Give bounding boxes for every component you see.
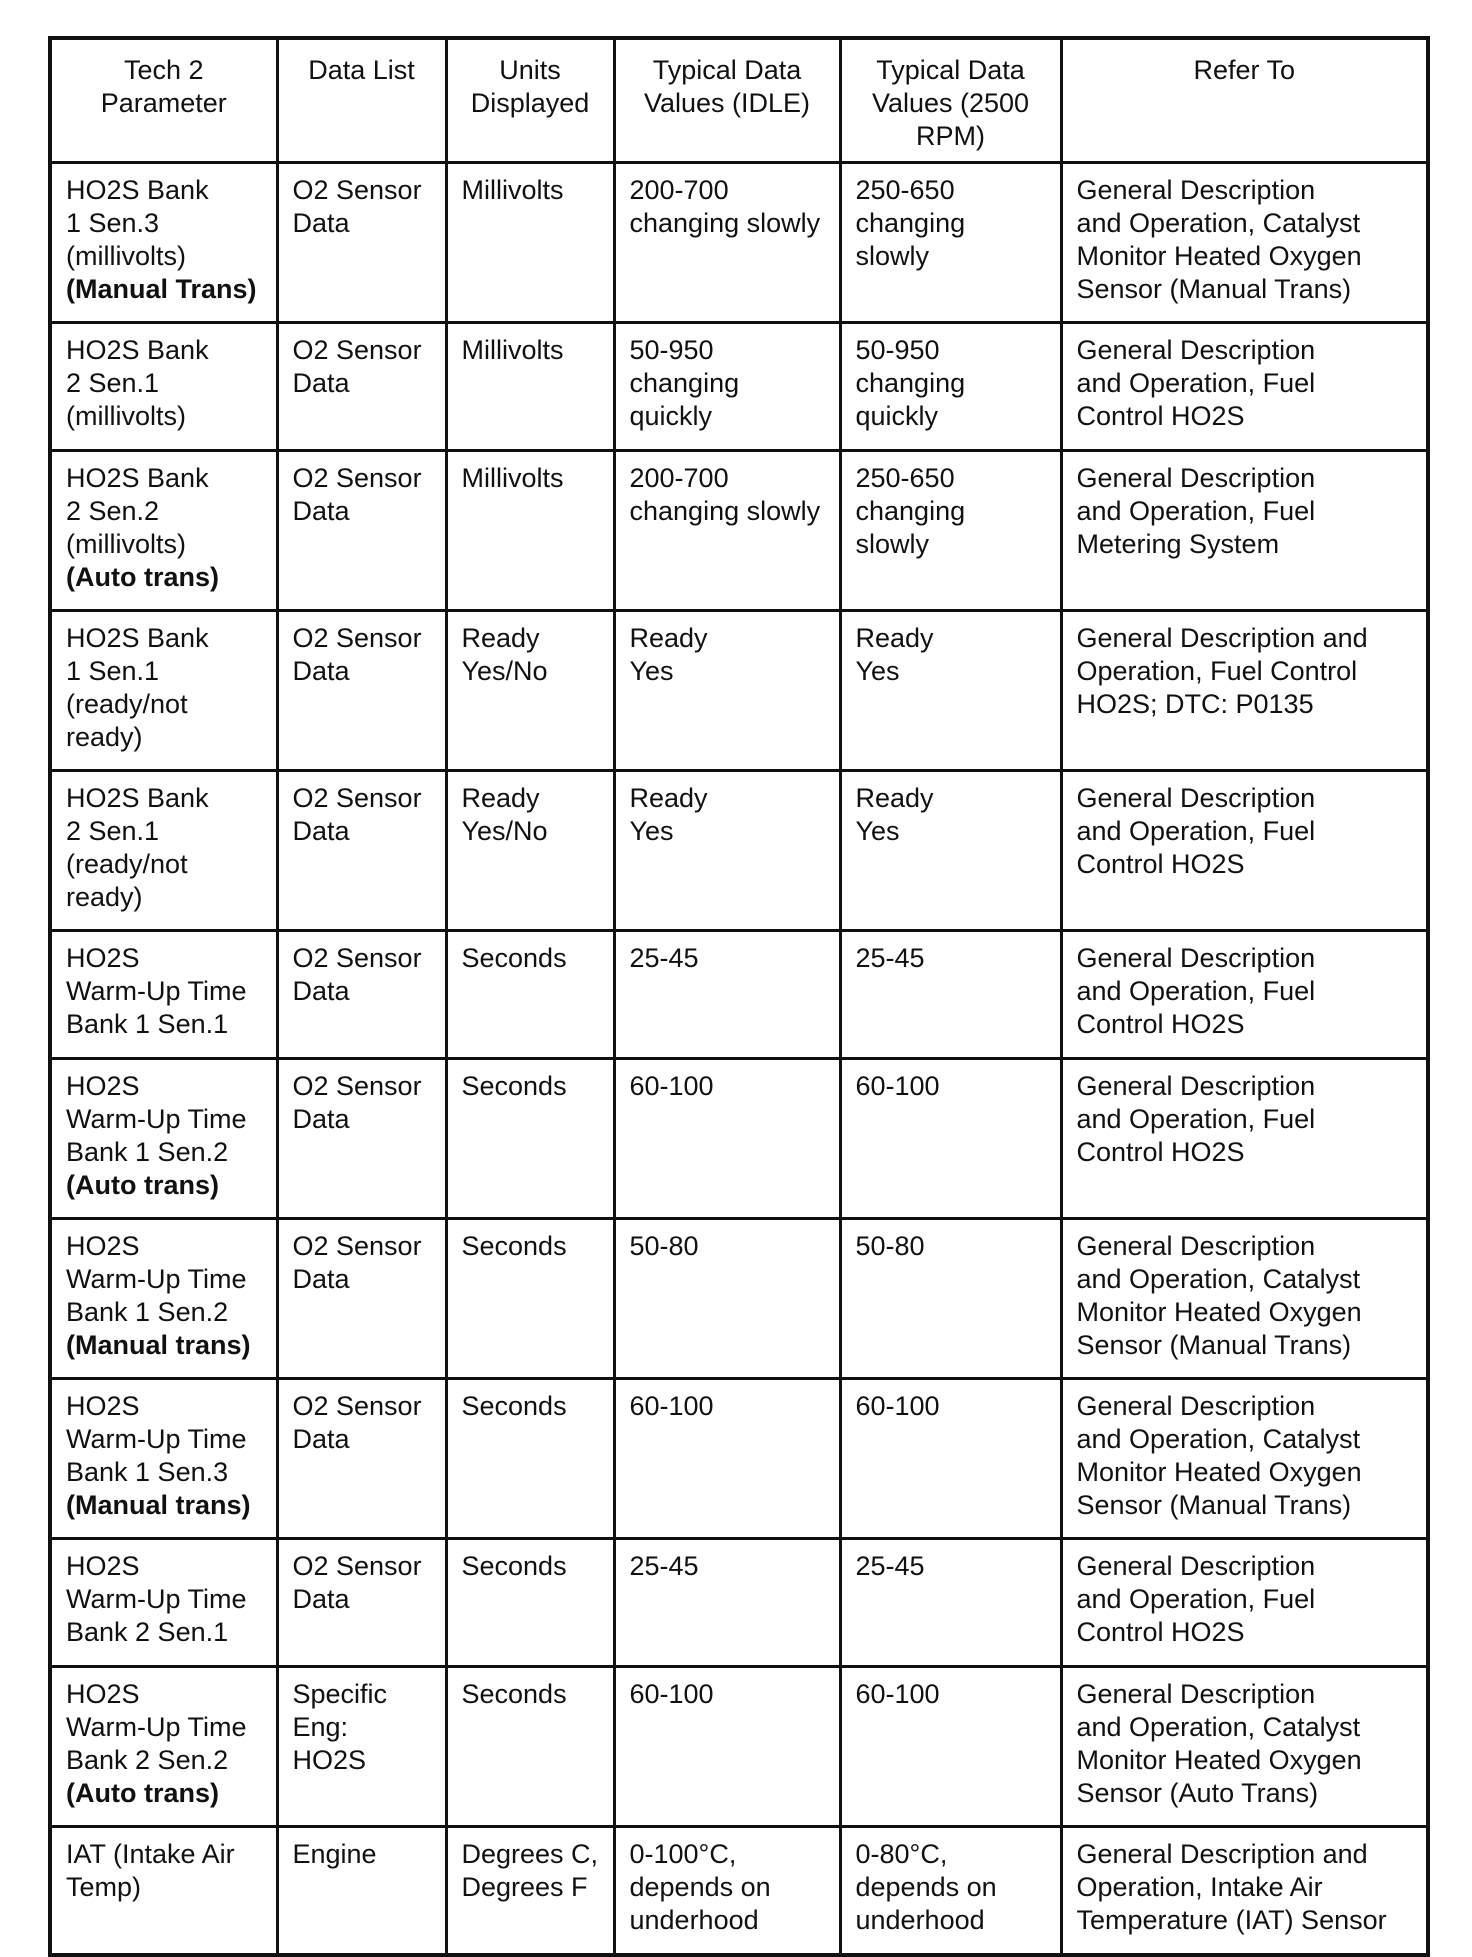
table-body [50, 163, 1428, 1955]
transmission-note: (Auto trans) [66, 562, 219, 592]
parameter-text: IAT (Intake Air Temp) [66, 1839, 235, 1902]
cell-refer-to: General Description and Operation, Fuel Control HO2S [1061, 1539, 1428, 1667]
cell-refer-to: General Description and Operation, Catalyst Monitor Heated Oxygen Sensor (Auto Trans) [1061, 1667, 1428, 1827]
table-row [50, 771, 1428, 931]
cell-refer-to: General Description and Operation, Fuel Control HO2S [1061, 323, 1428, 451]
cell-refer-to: General Description and Operation, Fuel Control HO2S [1061, 1059, 1428, 1219]
cell-typical-2500rpm: 60-100 [840, 1059, 1061, 1219]
transmission-note: (Manual trans) [66, 1330, 251, 1360]
header-data-list: Data List [277, 38, 446, 163]
cell-typical-idle: 60-100 [614, 1379, 840, 1539]
table-row [50, 1219, 1428, 1379]
cell-data-list: O2 Sensor Data [277, 451, 446, 611]
parameter-text: HO2S Bank 2 Sen.1 (ready/not ready) [66, 783, 209, 912]
table-row [50, 1827, 1428, 1955]
table-row [50, 1667, 1428, 1827]
table-row [50, 931, 1428, 1059]
cell-refer-to: General Description and Operation, Catalyst Monitor Heated Oxygen Sensor (Manual Trans) [1061, 1379, 1428, 1539]
cell-typical-2500rpm: 250-650 changing slowly [840, 163, 1061, 323]
header-typical-idle: Typical Data Values (IDLE) [614, 38, 840, 163]
cell-units: Seconds [446, 1379, 614, 1539]
cell-units: Seconds [446, 1667, 614, 1827]
cell-refer-to: General Description and Operation, Catalyst Monitor Heated Oxygen Sensor (Manual Trans) [1061, 1219, 1428, 1379]
table-row [50, 163, 1428, 323]
cell-typical-2500rpm: Ready Yes [840, 611, 1061, 771]
cell-typical-2500rpm: 50-950 changing quickly [840, 323, 1061, 451]
cell-data-list: O2 Sensor Data [277, 611, 446, 771]
cell-units: Seconds [446, 1059, 614, 1219]
parameter-text: HO2S Warm-Up Time Bank 1 Sen.2 [66, 1071, 247, 1167]
cell-units: Degrees C, Degrees F [446, 1827, 614, 1955]
cell-data-list: O2 Sensor Data [277, 771, 446, 931]
cell-parameter [50, 163, 277, 323]
parameter-text: HO2S Bank 2 Sen.2 (millivolts) [66, 463, 209, 559]
cell-refer-to: General Description and Operation, Fuel Control HO2S [1061, 771, 1428, 931]
cell-typical-idle: 60-100 [614, 1059, 840, 1219]
cell-data-list: O2 Sensor Data [277, 323, 446, 451]
table-header-row [50, 38, 1428, 163]
cell-typical-2500rpm: 50-80 [840, 1219, 1061, 1379]
parameter-text: HO2S Bank 1 Sen.3 (millivolts) [66, 175, 209, 271]
table-row [50, 323, 1428, 451]
tech2-parameter-table [48, 36, 1430, 1957]
cell-parameter [50, 1219, 277, 1379]
cell-units: Millivolts [446, 451, 614, 611]
cell-typical-idle: 60-100 [614, 1667, 840, 1827]
cell-refer-to: General Description and Operation, Fuel Metering System [1061, 451, 1428, 611]
cell-parameter [50, 1379, 277, 1539]
parameter-text: HO2S Warm-Up Time Bank 1 Sen.2 [66, 1231, 247, 1327]
cell-typical-idle: Ready Yes [614, 771, 840, 931]
transmission-note: (Manual trans) [66, 1490, 251, 1520]
cell-parameter [50, 1827, 277, 1955]
cell-typical-idle: 25-45 [614, 1539, 840, 1667]
cell-refer-to: General Description and Operation, Catalyst Monitor Heated Oxygen Sensor (Manual Trans) [1061, 163, 1428, 323]
cell-units: Seconds [446, 1219, 614, 1379]
cell-typical-2500rpm: Ready Yes [840, 771, 1061, 931]
parameter-text: HO2S Bank 2 Sen.1 (millivolts) [66, 335, 209, 431]
cell-units: Seconds [446, 1539, 614, 1667]
cell-units: Ready Yes/No [446, 771, 614, 931]
cell-units: Millivolts [446, 163, 614, 323]
parameter-text: HO2S Warm-Up Time Bank 2 Sen.1 [66, 1551, 247, 1647]
parameter-text: HO2S Warm-Up Time Bank 2 Sen.2 [66, 1679, 247, 1775]
parameter-text: HO2S Warm-Up Time Bank 1 Sen.1 [66, 943, 247, 1039]
cell-typical-idle: Ready Yes [614, 611, 840, 771]
cell-typical-2500rpm: 0-80°C, depends on underhood [840, 1827, 1061, 1955]
cell-data-list: O2 Sensor Data [277, 1219, 446, 1379]
cell-typical-2500rpm: 25-45 [840, 1539, 1061, 1667]
header-units-displayed: Units Displayed [446, 38, 614, 163]
cell-parameter [50, 1539, 277, 1667]
cell-refer-to: General Description and Operation, Intake Air Temperature (IAT) Sensor [1061, 1827, 1428, 1955]
cell-refer-to: General Description and Operation, Fuel Control HO2S [1061, 931, 1428, 1059]
parameter-text: HO2S Bank 1 Sen.1 (ready/not ready) [66, 623, 209, 752]
cell-units: Seconds [446, 931, 614, 1059]
cell-data-list: O2 Sensor Data [277, 163, 446, 323]
cell-data-list: Engine [277, 1827, 446, 1955]
cell-parameter [50, 931, 277, 1059]
transmission-note: (Manual Trans) [66, 274, 257, 304]
cell-parameter [50, 451, 277, 611]
cell-typical-idle: 0-100°C, depends on underhood [614, 1827, 840, 1955]
cell-parameter [50, 771, 277, 931]
cell-parameter [50, 1667, 277, 1827]
cell-typical-2500rpm: 25-45 [840, 931, 1061, 1059]
header-typical-2500rpm: Typical Data Values (2500 RPM) [840, 38, 1061, 163]
cell-typical-idle: 50-80 [614, 1219, 840, 1379]
cell-data-list: O2 Sensor Data [277, 1539, 446, 1667]
cell-typical-2500rpm: 250-650 changing slowly [840, 451, 1061, 611]
table-row [50, 1059, 1428, 1219]
table-row [50, 1379, 1428, 1539]
transmission-note: (Auto trans) [66, 1778, 219, 1808]
cell-typical-idle: 200-700 changing slowly [614, 451, 840, 611]
cell-units: Ready Yes/No [446, 611, 614, 771]
cell-parameter [50, 611, 277, 771]
cell-parameter [50, 323, 277, 451]
parameter-text: HO2S Warm-Up Time Bank 1 Sen.3 [66, 1391, 247, 1487]
cell-typical-idle: 25-45 [614, 931, 840, 1059]
cell-typical-2500rpm: 60-100 [840, 1379, 1061, 1539]
cell-units: Millivolts [446, 323, 614, 451]
cell-refer-to: General Description and Operation, Fuel Control HO2S; DTC: P0135 [1061, 611, 1428, 771]
cell-typical-2500rpm: 60-100 [840, 1667, 1061, 1827]
cell-parameter [50, 1059, 277, 1219]
cell-data-list: O2 Sensor Data [277, 931, 446, 1059]
header-tech2-parameter: Tech 2 Parameter [50, 38, 277, 163]
cell-typical-idle: 50-950 changing quickly [614, 323, 840, 451]
table-row [50, 611, 1428, 771]
cell-data-list: O2 Sensor Data [277, 1379, 446, 1539]
cell-data-list: O2 Sensor Data [277, 1059, 446, 1219]
table-row [50, 1539, 1428, 1667]
header-refer-to: Refer To [1061, 38, 1428, 163]
cell-typical-idle: 200-700 changing slowly [614, 163, 840, 323]
cell-data-list: Specific Eng: HO2S [277, 1667, 446, 1827]
table-row [50, 451, 1428, 611]
transmission-note: (Auto trans) [66, 1170, 219, 1200]
parameter-table-page [48, 36, 1426, 1957]
